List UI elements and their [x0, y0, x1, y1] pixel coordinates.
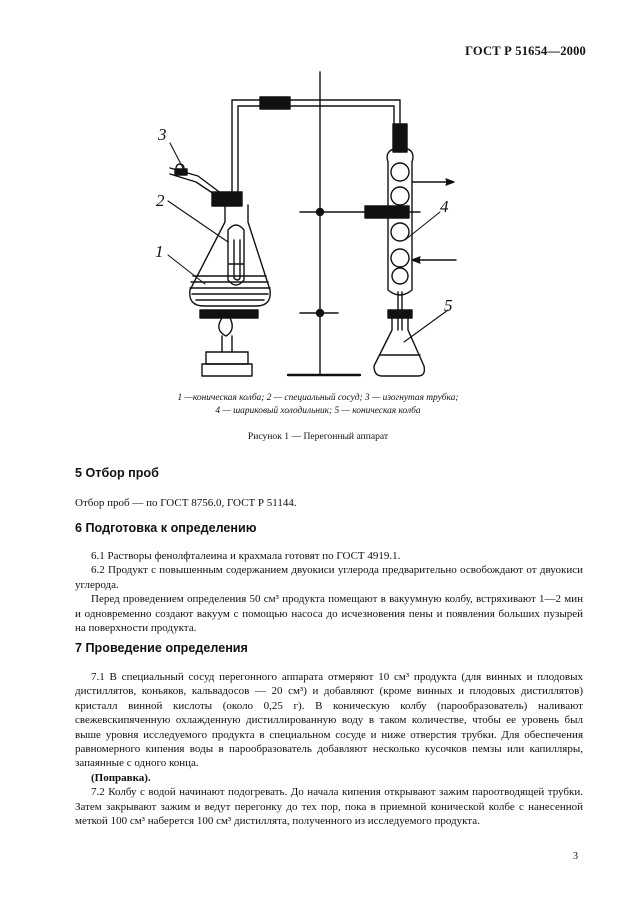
section-7-text [75, 670, 583, 828]
distillation-apparatus-figure [150, 66, 480, 396]
paragraph-6-1: 6.1 Растворы фенолфталеина и крахмала готовят по ГОСТ 4919.1. [91, 550, 401, 562]
amendment-note: (Поправка). [91, 771, 151, 784]
legend-line: 1 —коническая колба; 2 — специальный сосуд; 3 — изогнутая трубка; [177, 393, 459, 403]
legend-line: 4 — шариковый холодильник; 5 — коническая колба [215, 406, 421, 416]
callout-numbers [155, 125, 453, 315]
callout-5: 5 [444, 296, 453, 315]
section-5-heading: 5 Отбор проб [75, 466, 159, 480]
callout-2: 2 [156, 191, 165, 210]
paragraph-7-1: 7.1 В специальный сосуд перегонного аппарата отмеряют 10 см³ продукта (для винных и плодовых дистиллятов, коньяков, кальвадосов — 20 см³) и добавляют (кроме винных и плодовых дистиллятов) кристалл винной кислоты (около 0,25 г). В коническую колбу (парообразователь) наливают свежевскипяченную охлажденную дистиллированную воду в таком количестве, чтобы ее уровень был выше уровня исследуемого продукта в специальном сосуде и ниже отверстия трубки. Для обеспечения равномерного кипения воды в парообразователь добавляют несколько кусочков пемзы или капилляры, запаянные с одного конца. [75, 671, 583, 770]
section-6-text [75, 549, 583, 635]
figure-legend [60, 392, 576, 418]
callout-3: 3 [158, 125, 167, 144]
receiving-conical-flask [374, 310, 424, 376]
callout-4: 4 [440, 197, 449, 216]
page-number: 3 [573, 851, 578, 862]
paragraph: Отбор проб — по ГОСТ 8756.0, ГОСТ Р 51144. [75, 497, 297, 509]
section-5-text [75, 496, 583, 510]
document-code: ГОСТ Р 51654—2000 [465, 44, 586, 58]
section-6-heading: 6 Подготовка к определению [75, 521, 257, 535]
section-7-heading: 7 Проведение определения [75, 641, 248, 655]
figure-caption: Рисунок 1 — Перегонный аппарат [247, 431, 389, 442]
callout-1: 1 [155, 242, 164, 261]
conical-flask-steam-generator [190, 192, 270, 306]
paragraph-6-3: Перед проведением определения 50 см³ продукта помещают в вакуумную колбу, встряхивают 1—2 мин и одновременно создают вакуум с помощью насоса до исчезновения пены и появления больших пузырей на поверхности продукта. [75, 593, 583, 635]
burner [200, 310, 258, 376]
paragraph-7-2: 7.2 Колбу с водой начинают подогревать. До начала кипения открывают зажим пароотводящей трубки. Затем закрывают зажим и ведут перегонку до тех пор, пока в приемной конической колбе с нанесенной меткой 100 см³ наберется 100 см³ дистиллята, полученного из исследуемого продукта. [75, 786, 583, 828]
paragraph-6-2: 6.2 Продукт с повышенным содержанием двуокиси углерода предварительно освобождают от двуокиси углерода. [75, 564, 583, 591]
